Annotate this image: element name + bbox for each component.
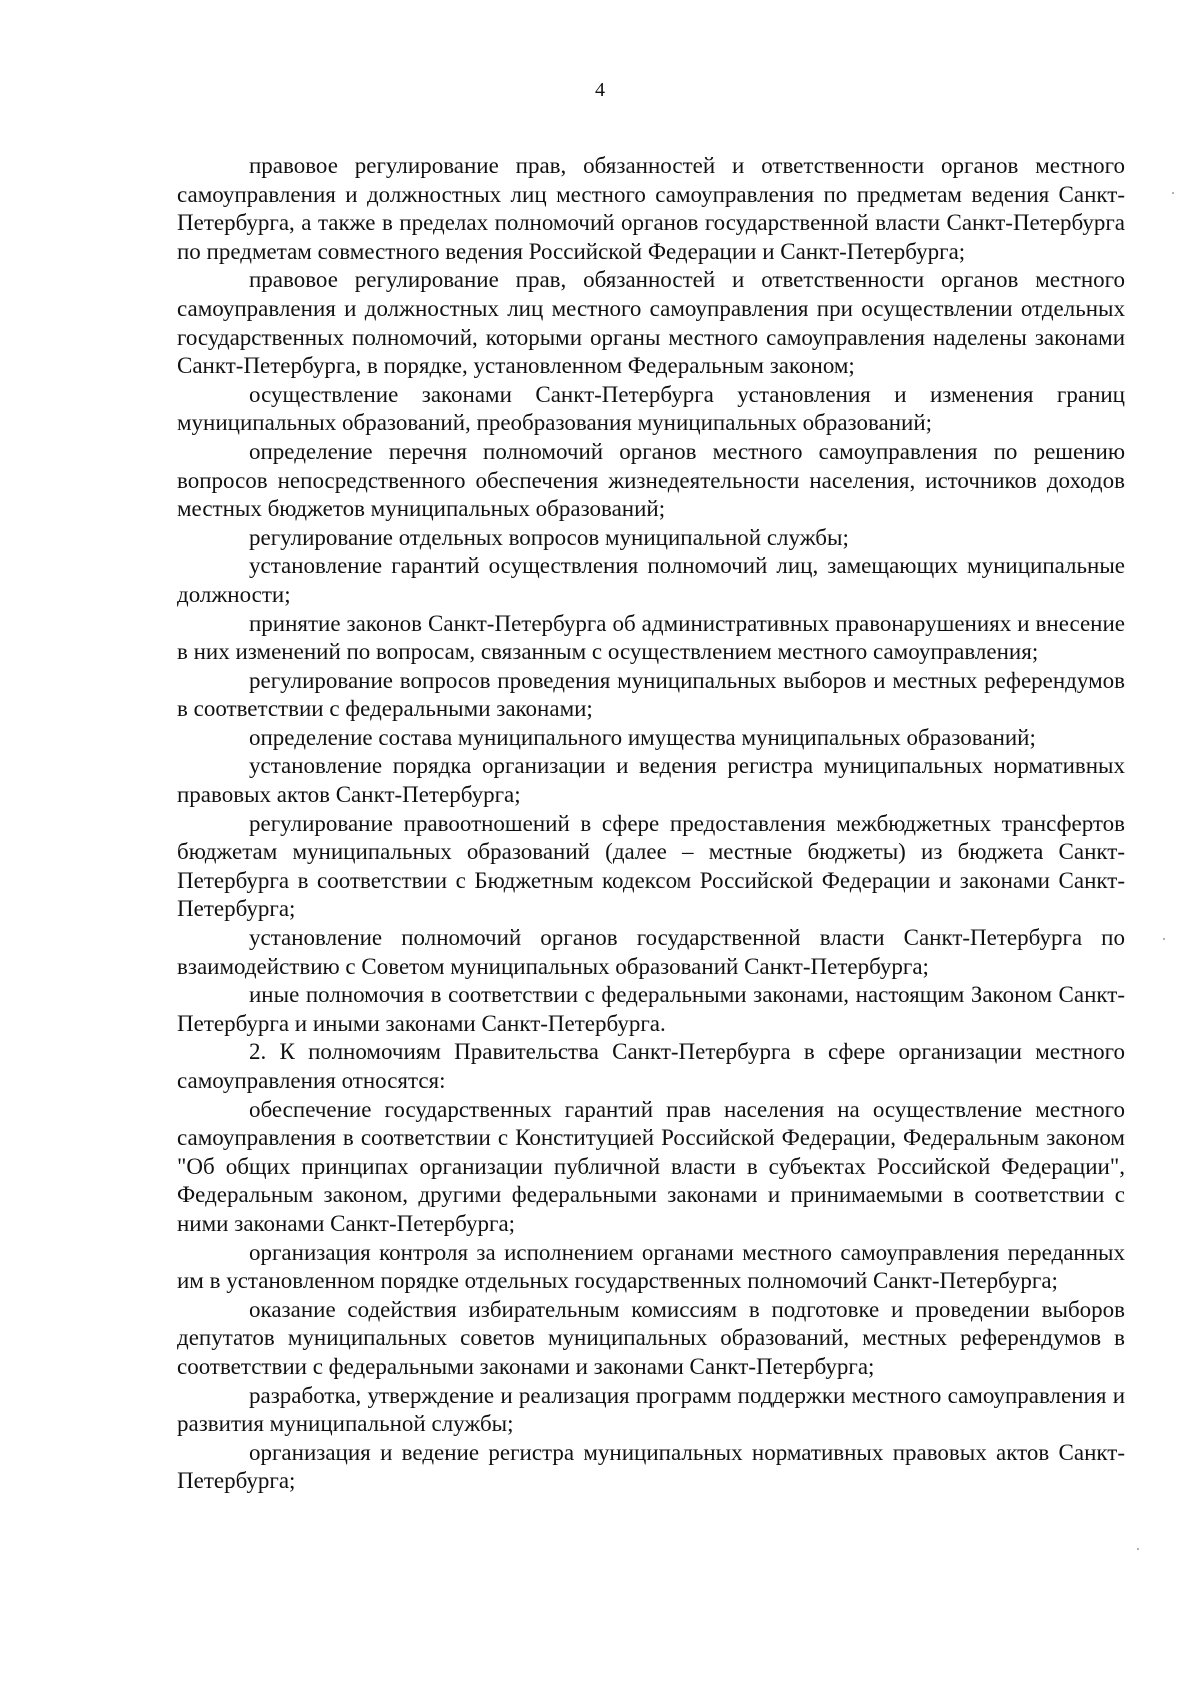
scan-speck: [1163, 938, 1165, 940]
paragraph: правовое регулирование прав, обязанностей и ответственности органов местного самоуправления и должностных лиц местного самоуправления по предметам ведения Санкт-Петербурга, а также в пределах полномочий органов государственной власти Санкт-Петербурга по предметам совместного ведения Российской Федерации и Санкт-Петербурга;: [177, 153, 1125, 264]
paragraph: установление полномочий органов государственной власти Санкт-Петербурга по взаимодействию с Советом муниципальных образований Санкт-Петербурга;: [177, 925, 1125, 979]
document-body: [177, 152, 1125, 1496]
scan-speck: [1137, 1548, 1139, 1550]
paragraph: установление гарантий осуществления полномочий лиц, замещающих муниципальные должности;: [177, 553, 1125, 607]
paragraph: принятие законов Санкт-Петербурга об административных правонарушениях и внесение в них изменений по вопросам, связанным с осуществлением местного самоуправления;: [177, 610, 1125, 665]
scan-speck: [1172, 192, 1174, 194]
paragraph: регулирование отдельных вопросов муниципальной службы;: [249, 524, 849, 550]
paragraph: обеспечение государственных гарантий прав населения на осуществление местного самоуправления в соответствии с Конституцией Российской Федерации, Федеральным законом "Об общих принципах организации публичной власти в субъектах Российской Федерации", Федеральным законом, другими федеральными законами и принимаемыми в соответствии с ними законами Санкт-Петербурга;: [177, 1096, 1125, 1236]
paragraph: организация контроля за исполнением органами местного самоуправления переданных им в установленном порядке отдельных государственных полномочий Санкт-Петербурга;: [177, 1239, 1125, 1294]
paragraph: правовое регулирование прав, обязанностей и ответственности органов местного самоуправления и должностных лиц местного самоуправления при осуществлении отдельных государственных полномочий, которыми органы местного самоуправления наделены законами Санкт-Петербурга, в порядке, установленном Федеральным законом;: [177, 267, 1125, 379]
paragraph: осуществление законами Санкт-Петербурга установления и изменения границ муниципальных образований, преобразования муниципальных образований;: [177, 381, 1125, 436]
paragraph: определение состава муниципального имущества муниципальных образований;: [249, 724, 1036, 750]
paragraph: разработка, утверждение и реализация программ поддержки местного самоуправления и развития муниципальной службы;: [177, 1382, 1125, 1437]
paragraph: регулирование правоотношений в сфере предоставления межбюджетных трансфертов бюджетам муниципальных образований (далее – местные бюджеты) из бюджета Санкт-Петербурга в соответствии с Бюджетным кодексом Российской Федерации и законами Санкт-Петербурга;: [177, 810, 1125, 922]
paragraph: оказание содействия избирательным комиссиям в подготовке и проведении выборов депутатов муниципальных советов муниципальных образований, местных референдумов в соответствии с федеральными законами и законами Санкт-Петербурга;: [177, 1296, 1125, 1379]
paragraph: определение перечня полномочий органов местного самоуправления по решению вопросов непосредственного обеспечения жизнедеятельности населения, источников доходов местных бюджетов муниципальных образований;: [177, 438, 1125, 522]
paragraph: установление порядка организации и ведения регистра муниципальных нормативных правовых актов Санкт-Петербурга;: [177, 753, 1125, 808]
paragraph: регулирование вопросов проведения муниципальных выборов и местных референдумов в соответствии с федеральными законами;: [177, 667, 1125, 722]
page-number: 4: [595, 79, 605, 101]
paragraph: организация и ведение регистра муниципальных нормативных правовых актов Санкт-Петербурга;: [177, 1439, 1125, 1494]
section-2-heading-paragraph: 2. К полномочиям Правительства Санкт-Петербурга в сфере организации местного самоуправления относятся:: [177, 1039, 1125, 1093]
paragraph: иные полномочия в соответствии с федеральными законами, настоящим Законом Санкт-Петербурга и иными законами Санкт-Петербурга.: [177, 982, 1125, 1036]
